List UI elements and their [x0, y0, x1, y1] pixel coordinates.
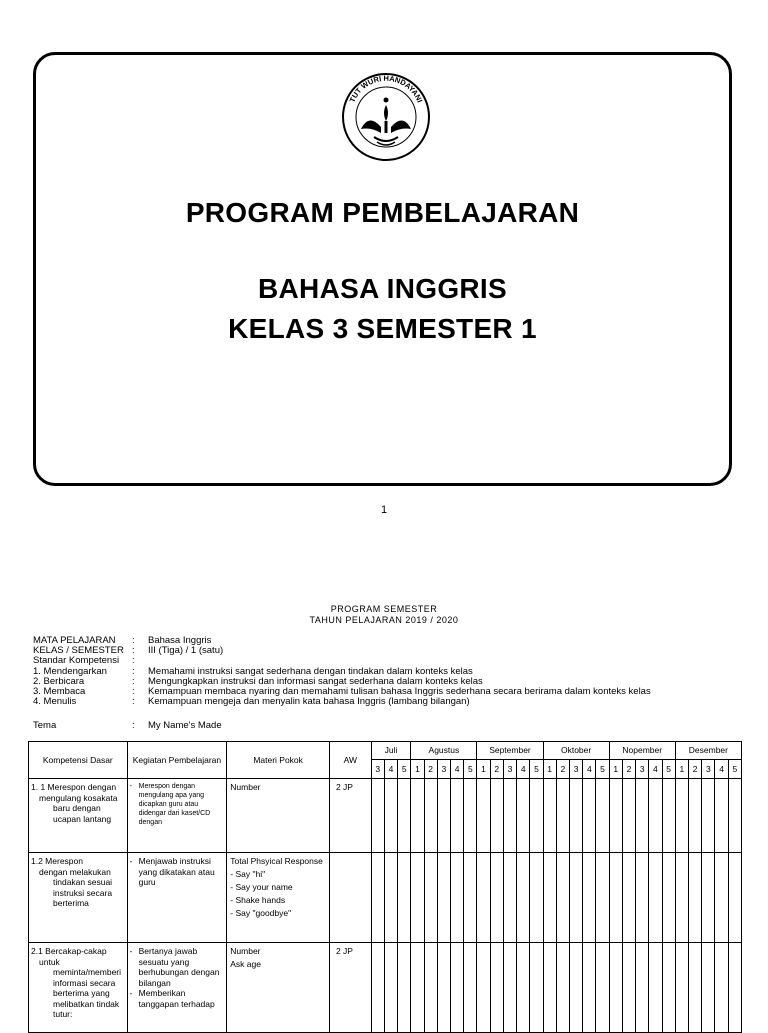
header-aw: AW	[329, 742, 371, 779]
week-header: 3	[702, 760, 715, 779]
cover-frame	[33, 52, 732, 486]
week-header: 2	[622, 760, 635, 779]
header-month-desember: Desember	[675, 742, 741, 760]
week-header: 5	[398, 760, 411, 779]
week-header: 1	[609, 760, 622, 779]
table-row	[29, 853, 742, 943]
cover-subject: BAHASA INGGRIS	[258, 273, 507, 304]
week-header: 3	[569, 760, 582, 779]
info-row-mendengarkan: 1. Mendengarkan : Memahami instruksi sangat sederhana dengan tindakan dalam konteks kelas	[33, 665, 473, 677]
header-month-oktober: Oktober	[543, 742, 609, 760]
week-header: 1	[675, 760, 688, 779]
cover-title: PROGRAM PEMBELAJARAN	[185, 197, 580, 228]
week-header: 2	[490, 760, 503, 779]
tut-wuri-handayani-logo	[341, 69, 431, 165]
info-row-menulis: 4. Menulis : Kemampuan mengeja dan menyalin kata bahasa Inggris (lambang bilangan)	[33, 696, 470, 708]
week-header: 1	[411, 760, 424, 779]
week-header: 5	[596, 760, 609, 779]
week-header: 4	[715, 760, 728, 779]
program-title: PROGRAM SEMESTER	[330, 604, 438, 614]
info-row-standar-kompetensi: Standar Kompetensi :	[33, 655, 135, 667]
info-block	[33, 636, 753, 707]
week-header: 2	[556, 760, 569, 779]
logo-text: TUT WURI HANDAYANI	[347, 73, 425, 104]
info-row-membaca: 3. Membaca : Kemampuan membaca nyaring dan memahami tulisan bahasa Inggris sederhana secara berirama dalam konteks kelas	[33, 686, 651, 698]
week-header: 4	[384, 760, 397, 779]
kegiatan-cell: - Bertanya jawab sesuatu yang berhubungan dengan bilangan - Memberikan tanggapan terhadap	[127, 943, 227, 1033]
table-row	[29, 943, 742, 1033]
kompetensi-dasar-cell: 1. 1 Merespon dengan mengulang kosakata baru dengan ucapan lantang	[29, 779, 128, 853]
program-year: TAHUN PELAJARAN 2019 / 2020	[309, 615, 459, 625]
table-row	[29, 779, 742, 853]
kompetensi-dasar-cell: 2.1 Bercakap-cakap untuk meminta/memberi informasi secara berterima yang melibatkan tindak tutur:	[29, 943, 128, 1033]
page-number: 1	[380, 504, 388, 516]
week-header: 3	[437, 760, 450, 779]
week-header: 5	[530, 760, 543, 779]
program-semester-table	[28, 741, 742, 1033]
week-header: 2	[424, 760, 437, 779]
header-materi-pokok: Materi Pokok	[227, 742, 330, 779]
materi-pokok-cell: Number	[227, 779, 330, 853]
week-header: 4	[517, 760, 530, 779]
materi-pokok-cell: Number Ask age	[227, 943, 330, 1033]
header-kegiatan-pembelajaran: Kegiatan Pembelajaran	[127, 742, 227, 779]
cover-class-semester: KELAS 3 SEMESTER 1	[228, 313, 537, 344]
week-header: 5	[464, 760, 477, 779]
kegiatan-cell: - Merespon dengan mengulang apa yang dicapkan guru atau didengar dari kaset/CD dengan	[127, 779, 227, 853]
week-header: 4	[649, 760, 662, 779]
week-header: 5	[728, 760, 741, 779]
tema-row: Tema : My Name's Made	[33, 720, 222, 731]
kompetensi-dasar-cell: 1.2 Merespon dengan melakukan tindakan sesuai instruksi secara berterima	[29, 853, 128, 943]
aw-cell	[329, 853, 371, 943]
week-header: 4	[451, 760, 464, 779]
week-header: 5	[662, 760, 675, 779]
week-header: 2	[689, 760, 702, 779]
info-row-berbicara: 2. Berbicara : Mengungkapkan instruksi dan informasi sangat sederhana dalam konteks kelas	[33, 675, 483, 687]
aw-cell: 2 JP	[329, 779, 371, 853]
header-month-agustus: Agustus	[411, 742, 477, 760]
week-header: 3	[636, 760, 649, 779]
header-month-juli: Juli	[371, 742, 411, 760]
week-header: 1	[477, 760, 490, 779]
week-header: 3	[371, 760, 384, 779]
header-month-september: September	[477, 742, 543, 760]
week-header: 1	[543, 760, 556, 779]
aw-cell: 2 JP	[329, 943, 371, 1033]
kegiatan-cell: - Menjawab instruksi yang dikatakan atau guru	[127, 853, 227, 943]
materi-pokok-cell: Total Phsyical Response - Say "hi" - Say your name - Shake hands - Say "goodbye"	[227, 853, 330, 943]
header-month-nopember: Nopember	[609, 742, 675, 760]
info-row-kelas-semester: KELAS / SEMESTER : III (Tiga) / 1 (satu)	[33, 645, 224, 657]
week-header: 4	[583, 760, 596, 779]
info-row-mata-pelajaran: MATA PELAJARAN : Bahasa Inggris	[33, 635, 212, 646]
week-header: 3	[503, 760, 516, 779]
header-kompetensi-dasar: Kompetensi Dasar	[29, 742, 128, 779]
